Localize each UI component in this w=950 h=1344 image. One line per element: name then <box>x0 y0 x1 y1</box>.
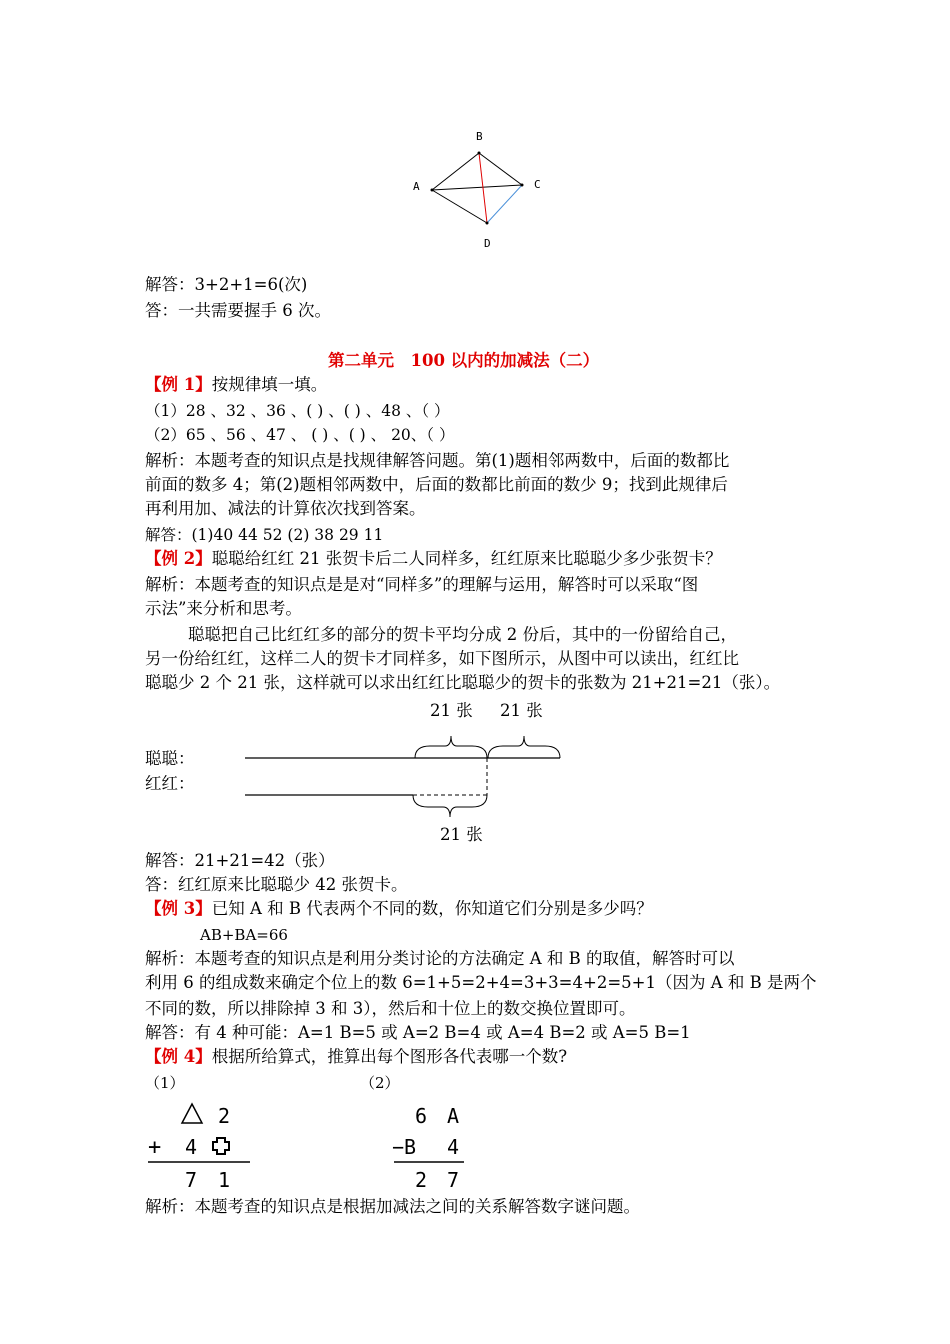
analysis-line: 解析：本题考查的知识点是利用分类讨论的方法确定 A 和 B 的取值，解答时可以 <box>145 949 735 968</box>
analysis-line: 利用 6 的组成数来确定个位上的数 6=1+5=2+4=3+3=4+2=5+1（因为 A 和 B 是两个 <box>145 973 817 992</box>
example-3-tag: 【例 3】 <box>145 899 212 918</box>
example-2-tag: 【例 2】 <box>145 549 212 568</box>
sequence-2: （2）65 、56 、47 、 ( ) 、( ) 、 20、（ ） <box>145 426 455 444</box>
digit: 2 <box>218 1104 231 1128</box>
answer-final: 答：一共需要握手 6 次。 <box>145 301 331 320</box>
plus-sign: + <box>148 1135 162 1160</box>
label-21-top-right: 21 张 <box>500 701 543 720</box>
example-1-tag: 【例 1】 <box>145 375 212 394</box>
name-honghong: 红红： <box>145 774 195 793</box>
puzzle-2 <box>390 1098 480 1190</box>
answer-line: 解答：3+2+1=6(次) <box>145 275 308 294</box>
label-b: B <box>476 130 483 143</box>
example-4-question: 【例 4】根据所给算式，推算出每个图形各代表哪一个数? <box>145 1047 568 1066</box>
analysis-line: 聪聪少 2 个 21 张，这样就可以求出红红比聪聪少的贺卡的张数为 21+21=21（张）。 <box>145 673 781 692</box>
digit: 4 <box>447 1135 460 1159</box>
digit: 7 <box>185 1168 198 1190</box>
answer-line: 解答：有 4 种可能：A=1 B=5 或 A=2 B=4 或 A=4 B=2 或 A=5 B=1 <box>145 1023 691 1042</box>
example-3-question: 【例 3】已知 A 和 B 代表两个不同的数，你知道它们分别是多少吗？ <box>145 899 653 918</box>
brace-top-left <box>415 736 487 758</box>
example-4-tag: 【例 4】 <box>145 1047 212 1066</box>
triangle-icon <box>182 1104 202 1123</box>
cross-shape-icon <box>213 1138 229 1154</box>
puzzle-1 <box>140 1098 260 1190</box>
analysis-line: 不同的数，所以排除掉 3 和 3），然后和十位上的数交换位置即可。 <box>145 999 636 1018</box>
example-1-question: 【例 1】按规律填一填。 <box>145 375 328 394</box>
answer-final: 答：红红原来比聪聪少 42 张贺卡。 <box>145 875 408 894</box>
handshake-diagram <box>405 125 555 255</box>
analysis-line: 解析：本题考查的知识点是是对“同样多”的理解与运用，解答时可以采取“图 <box>145 575 699 594</box>
label-a: A <box>413 180 420 193</box>
edge-ab <box>432 153 479 190</box>
edge-ac <box>432 185 522 190</box>
digit: 2 <box>415 1168 428 1190</box>
edge-ad <box>432 190 487 223</box>
analysis-line: 解析：本题考查的知识点是找规律解答问题。第(1)题相邻两数中，后面的数都比 <box>145 451 730 470</box>
minus-b: −B <box>392 1135 417 1159</box>
edge-cd <box>487 185 522 223</box>
analysis-line: 另一份给红红，这样二人的贺卡才同样多，如下图所示，从图中可以读出，红红比 <box>145 649 739 668</box>
answer-line: 解答：21+21=42（张） <box>145 851 335 870</box>
part-2-label: （2） <box>360 1074 400 1092</box>
edge-bc <box>479 153 522 185</box>
part-1-label: （1） <box>145 1074 185 1092</box>
digit: 4 <box>185 1135 198 1159</box>
label-d: D <box>484 237 491 250</box>
analysis-line: 解析：本题考查的知识点是根据加减法之间的关系解答数字谜问题。 <box>145 1197 640 1216</box>
example-2-question: 【例 2】聪聪给红红 21 张贺卡后二人同样多，红红原来比聪聪少多少张贺卡？ <box>145 549 722 568</box>
unit-title: 第二单元 100 以内的加减法（二） <box>328 351 600 370</box>
name-congcong: 聪聪： <box>145 749 195 768</box>
edge-bd <box>479 153 487 223</box>
digit: 6 <box>415 1104 428 1128</box>
equation: AB+BA=66 <box>200 926 288 944</box>
label-21-bottom: 21 张 <box>440 825 483 844</box>
answer-line: 解答：(1)40 44 52 (2) 38 29 11 <box>145 526 384 544</box>
digit: 7 <box>447 1168 460 1190</box>
comparison-diagram <box>240 728 570 828</box>
analysis-line: 示法”来分析和思考。 <box>145 599 302 618</box>
analysis-line: 前面的数多 4；第(2)题相邻两数中，后面的数都比前面的数少 9；找到此规律后 <box>145 475 728 494</box>
letter-a: A <box>447 1104 460 1128</box>
label-c: C <box>534 178 541 191</box>
digit: 1 <box>218 1168 231 1190</box>
brace-top-right <box>488 736 560 758</box>
analysis-line: 再利用加、减法的计算依次找到答案。 <box>145 499 426 518</box>
analysis-line: 聪聪把自己比红红多的部分的贺卡平均分成 2 份后，其中的一份留给自己， <box>188 625 737 644</box>
brace-bottom <box>413 795 487 817</box>
label-21-top-left: 21 张 <box>430 701 473 720</box>
sequence-1: （1）28 、32 、36 、( ) 、( ) 、48 、（ ） <box>145 402 450 420</box>
